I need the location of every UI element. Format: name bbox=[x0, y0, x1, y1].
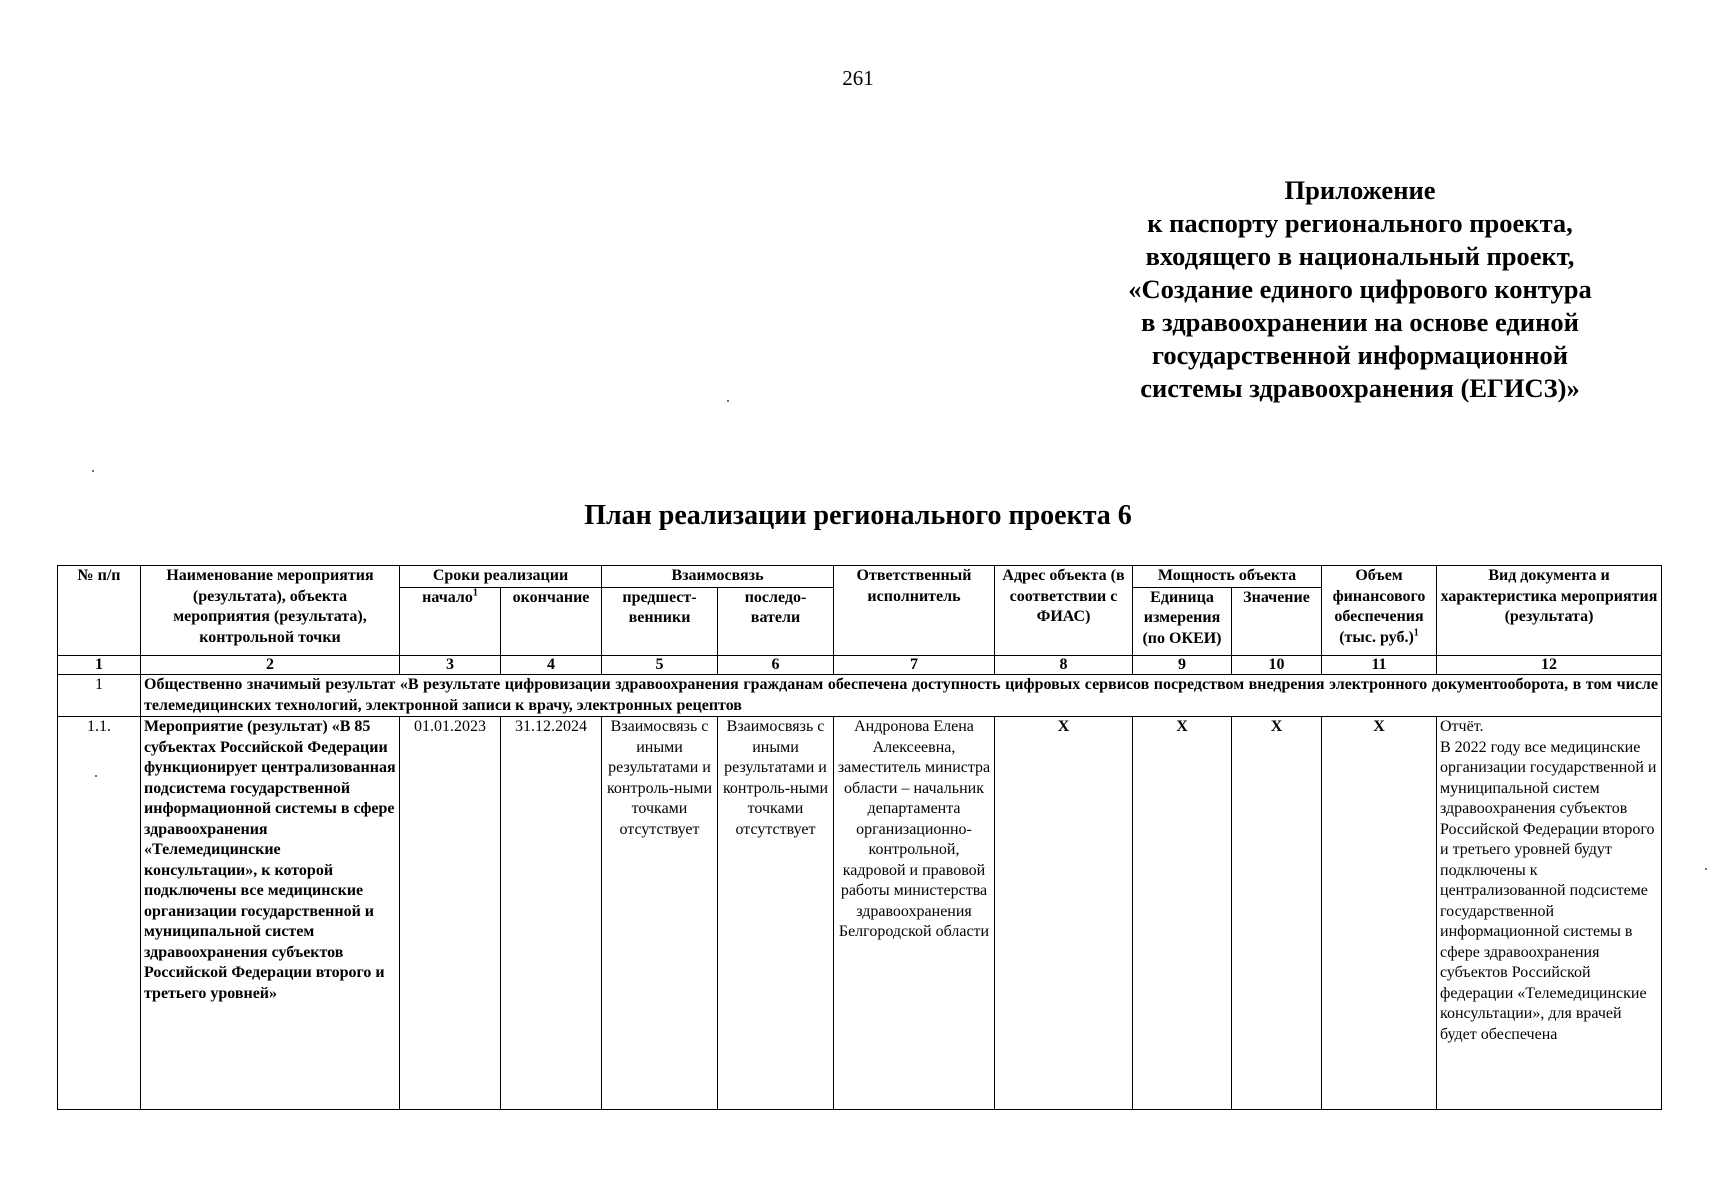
row-end-date: 31.12.2024 bbox=[501, 717, 602, 1110]
row-document: Отчёт. В 2022 году все медицинские организации государственной и муниципальной систем здравоохранения субъектов Российской Федерации второго и третьего уровней будут подключены к централизованной подсистеме государственной информационной системы в сфере здравоохранения субъектов Российской федерации «Телемедицинские консультации», для врачей будет обеспечена bbox=[1437, 717, 1662, 1110]
column-number: 10 bbox=[1232, 656, 1322, 675]
plan-table bbox=[57, 565, 1662, 1110]
header-predecessors: предшест-венники bbox=[602, 587, 718, 656]
column-number: 3 bbox=[400, 656, 501, 675]
appendix-heading bbox=[1080, 174, 1640, 405]
column-number: 9 bbox=[1133, 656, 1232, 675]
result-number: 1 bbox=[58, 675, 141, 717]
header-start bbox=[400, 587, 501, 656]
row-responsible: Андронова Елена Алексеевна, заместитель министра области – начальник департамента организационно-контрольной, кадровой и правовой работы министерства здравоохранения Белгородской области bbox=[834, 717, 995, 1110]
column-number: 1 bbox=[58, 656, 141, 675]
appendix-line: государственной информационной bbox=[1152, 340, 1568, 370]
header-capacity-group: Мощность объекта bbox=[1133, 566, 1322, 588]
header-start-label: начало bbox=[422, 588, 473, 606]
row-predecessors: Взаимосвязь с иными результатами и контроль-ными точками отсутствует bbox=[602, 717, 718, 1110]
column-number: 6 bbox=[718, 656, 834, 675]
header-responsible: Ответственный исполнитель bbox=[834, 566, 995, 656]
column-number: 8 bbox=[995, 656, 1133, 675]
row-address: Х bbox=[995, 717, 1133, 1110]
column-number: 4 bbox=[501, 656, 602, 675]
header-funding-label: Объем финансового обеспечения (тыс. руб.) bbox=[1332, 567, 1426, 646]
column-number-row bbox=[58, 656, 1662, 675]
column-number: 2 bbox=[141, 656, 400, 675]
scan-speck bbox=[1705, 868, 1707, 870]
header-value: Значение bbox=[1232, 587, 1322, 656]
row-start-date: 01.01.2023 bbox=[400, 717, 501, 1110]
scan-speck bbox=[92, 470, 94, 472]
column-number: 5 bbox=[602, 656, 718, 675]
scan-speck bbox=[727, 400, 729, 402]
result-row bbox=[58, 675, 1662, 717]
row-name: Мероприятие (результат) «В 85 субъектах Российской Федерации функционирует централизованная подсистема государственной информационной системы в сфере здравоохранения «Телемедицинские консультации», к которой подключены все медицинские организации государственной и муниципальной систем здравоохранения субъектов Российской Федерации второго и третьего уровней» bbox=[141, 717, 400, 1110]
appendix-line: в здравоохранении на основе единой bbox=[1141, 307, 1579, 337]
appendix-line: «Создание единого цифрового контура bbox=[1128, 274, 1592, 304]
header-document: Вид документа и характеристика мероприятия (результата) bbox=[1437, 566, 1662, 656]
header-successors: последо-ватели bbox=[718, 587, 834, 656]
header-terms-group: Сроки реализации bbox=[400, 566, 602, 588]
result-text: Общественно значимый результат «В результате цифровизации здравоохранения гражданам обеспечена доступность цифровых сервисов посредством внедрения электронного документооборота, в том числе телемедицинских технологий, электронной записи к врачу, электронных рецептов bbox=[141, 675, 1662, 717]
column-number: 7 bbox=[834, 656, 995, 675]
header-end: окончание bbox=[501, 587, 602, 656]
plan-title: План реализации регионального проекта 6 bbox=[584, 500, 1132, 531]
column-number: 12 bbox=[1437, 656, 1662, 675]
header-unit: Единица измерения (по ОКЕИ) bbox=[1133, 587, 1232, 656]
row-successors: Взаимосвязь с иными результатами и контроль-ными точками отсутствует bbox=[718, 717, 834, 1110]
column-number: 11 bbox=[1322, 656, 1437, 675]
footnote-mark: 1 bbox=[472, 587, 478, 599]
appendix-line: системы здравоохранения (ЕГИСЗ)» bbox=[1140, 373, 1580, 403]
table-row bbox=[58, 717, 1662, 1110]
row-number: 1.1. bbox=[58, 717, 141, 1110]
header-link-group: Взаимосвязь bbox=[602, 566, 834, 588]
row-funding: Х bbox=[1322, 717, 1437, 1110]
header-name: Наименование мероприятия (результата), объекта мероприятия (результата), контрольной точки bbox=[141, 566, 400, 656]
appendix-line: к паспорту регионального проекта, bbox=[1147, 208, 1573, 238]
row-unit: Х bbox=[1133, 717, 1232, 1110]
appendix-line: Приложение bbox=[1284, 175, 1436, 205]
footnote-mark: 1 bbox=[1413, 627, 1419, 639]
table-header-row bbox=[58, 566, 1662, 588]
header-address: Адрес объекта (в соответствии с ФИАС) bbox=[995, 566, 1133, 656]
header-number: № п/п bbox=[58, 566, 141, 656]
header-funding bbox=[1322, 566, 1437, 656]
row-value: Х bbox=[1232, 717, 1322, 1110]
appendix-line: входящего в национальный проект, bbox=[1145, 241, 1575, 271]
page-number: 261 bbox=[842, 66, 874, 90]
